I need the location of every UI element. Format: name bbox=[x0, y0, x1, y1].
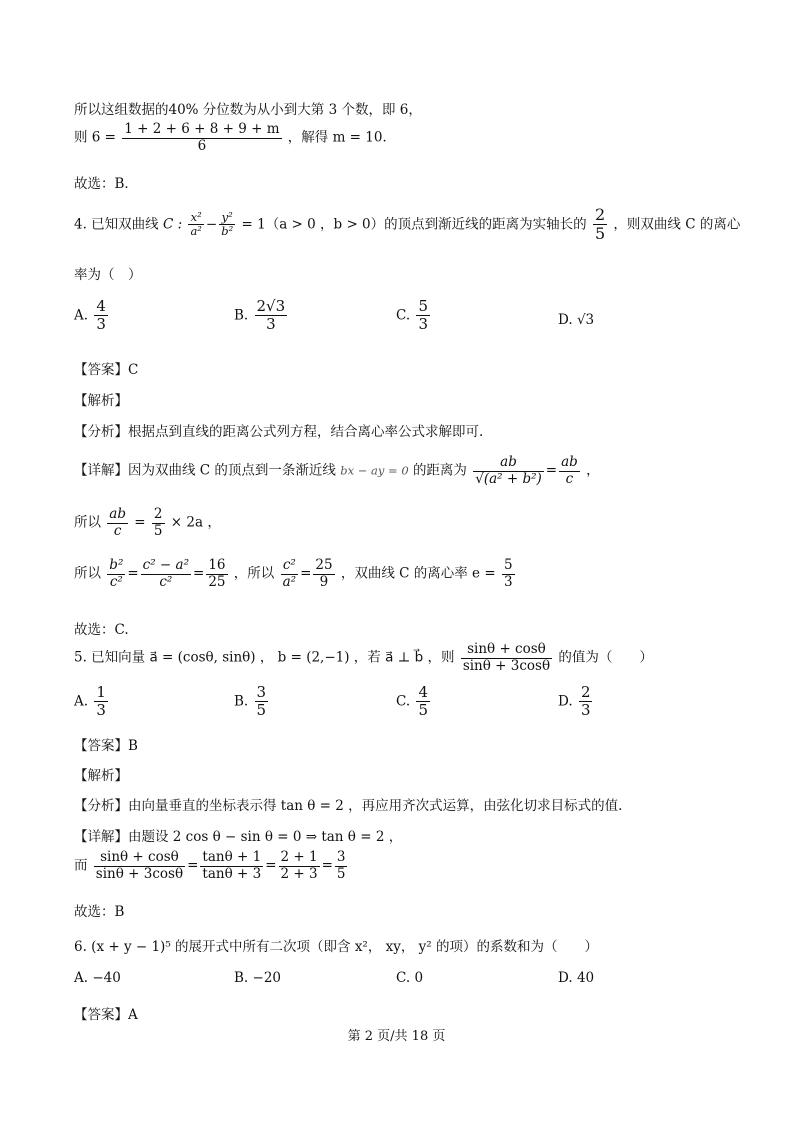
fraction-numerator: 16 bbox=[208, 557, 226, 573]
fraction-denominator: 5 bbox=[336, 865, 346, 882]
page-footer: 第 2 页/共 18 页 bbox=[347, 1029, 446, 1044]
fraction-denominator: c² bbox=[109, 573, 123, 590]
fraction-numerator: c² bbox=[281, 558, 298, 575]
option-fraction bbox=[579, 684, 593, 720]
option-label: B. bbox=[234, 307, 249, 324]
fraction-denominator: c² bbox=[159, 573, 173, 590]
detail-text: ， bbox=[586, 462, 600, 479]
option-b bbox=[234, 970, 281, 986]
option-label: C. bbox=[396, 970, 411, 986]
fraction bbox=[107, 558, 125, 590]
option-b bbox=[234, 298, 289, 334]
fraction-numerator: 2 bbox=[594, 205, 606, 224]
fraction-numerator: x² bbox=[188, 211, 203, 225]
text-line: 所以这组数据的40% 分位数为从小到大第 3 个数，即 6， bbox=[74, 102, 422, 118]
curve-name: C : bbox=[162, 216, 183, 233]
fraction-numerator: 2 + 1 bbox=[280, 849, 318, 865]
distance-fraction-simplified bbox=[559, 455, 580, 487]
option-a bbox=[74, 684, 110, 720]
choice-line: 故选：B bbox=[74, 904, 125, 920]
calc-line: 而 $\frac{\sin\theta + \cos\theta}{\sin\theta + 3\cos\theta}$ = $\frac{\tan\theta + 1}{\tan\theta + 3}$ = $\frac{2 + 1}{2 + 3}$ = $\frac{3}{5}$ bbox=[74, 849, 346, 882]
answer-label: 【答案】B bbox=[74, 738, 138, 754]
step-1 bbox=[74, 507, 221, 539]
detail-text: 【详解】因为双曲线 C 的顶点到一条渐近线 bbox=[74, 462, 336, 479]
answer-label: 【答案】C bbox=[74, 362, 139, 378]
option-a bbox=[74, 298, 110, 334]
detail-line: 【详解】因为双曲线 C 的顶点到一条渐近线 bx − ay = 0 的距离为 $\frac{ab}{\text{√(a² + b²)}}$ = $\frac{ab}{c}$ ， bbox=[74, 454, 600, 487]
analysis-heading: 【解析】 bbox=[74, 393, 128, 409]
fraction-denominator: 3 bbox=[418, 315, 428, 334]
fraction bbox=[152, 507, 165, 539]
fraction-denominator: 3 bbox=[580, 701, 591, 720]
option-label: B. bbox=[234, 693, 249, 710]
option-d bbox=[558, 312, 594, 328]
fraction-numerator: 1 bbox=[96, 683, 106, 701]
option-b bbox=[234, 684, 270, 720]
fraction-denominator: 2 + 3 bbox=[280, 865, 318, 882]
detail-text: 的距离为 bbox=[412, 462, 467, 479]
option-fraction bbox=[416, 684, 430, 720]
fraction-denominator: 3 bbox=[266, 315, 276, 334]
fraction-numerator: c² − a² bbox=[142, 557, 189, 573]
calc-text: 而 bbox=[74, 857, 88, 874]
vector-a: a⃗ = (cosθ, sinθ) ， bbox=[149, 649, 274, 666]
fraction-denominator: sinθ + 3cosθ bbox=[462, 657, 551, 674]
equation-line bbox=[74, 122, 396, 154]
option-fraction bbox=[94, 298, 108, 334]
fraction-numerator: 2√3 bbox=[256, 297, 286, 315]
fraction bbox=[107, 507, 128, 539]
option-label: A. bbox=[74, 307, 89, 324]
fraction-denominator: 6 bbox=[197, 137, 207, 154]
fraction-two-fifths bbox=[593, 206, 607, 244]
stem-text: 4. 已知双曲线 bbox=[74, 216, 159, 233]
fraction-numerator: 1 + 2 + 6 + 8 + 9 + m bbox=[124, 121, 280, 137]
distance-fraction bbox=[473, 455, 544, 487]
option-c bbox=[396, 684, 432, 720]
fraction-denominator: 25 bbox=[208, 573, 226, 590]
fraction-numerator: b² bbox=[109, 557, 124, 573]
option-c bbox=[396, 298, 432, 334]
option-fraction bbox=[255, 684, 269, 720]
fraction bbox=[281, 558, 298, 590]
fraction-numerator: 3 bbox=[336, 849, 346, 865]
asymptote-equation: bx − ay = 0 bbox=[340, 463, 409, 478]
option-fraction bbox=[255, 298, 288, 334]
fraction-denominator: c bbox=[565, 470, 574, 487]
answer-label: 【答案】A bbox=[74, 1007, 138, 1023]
fraction bbox=[313, 558, 334, 590]
fraction-numerator: 3 bbox=[256, 683, 267, 701]
question-4-stem: 4. 已知双曲线 C : $\frac{\text{x²}}{\text{a²}}$ − $\frac{\text{y²}}{\text{b²}}$ = 1（a > 0 ，b > 0）的顶点到渐近线的距离为实轴长的 $\frac{2}{5}$ ，则双曲线 C 的离心 bbox=[74, 205, 741, 244]
option-label: D. bbox=[558, 693, 573, 710]
fraction-denominator: a² bbox=[190, 224, 202, 239]
fraction-numerator: 5 bbox=[418, 297, 428, 315]
detail-text: 【详解】由题设 2 cos θ − sin θ = 0 ⇒ tan θ = 2 ， bbox=[74, 829, 403, 845]
option-a bbox=[74, 970, 121, 986]
fraction-numerator: 4 bbox=[96, 297, 106, 315]
option-value: 0 bbox=[414, 970, 424, 986]
fraction-denominator: 5 bbox=[153, 522, 163, 539]
vector-b: b = (2,−1) ，若 a⃗ ⊥ b⃗ ，则 bbox=[277, 649, 455, 666]
step-text: ，双曲线 C 的离心率 e = bbox=[340, 565, 496, 582]
choice-line: 故选：B． bbox=[74, 176, 138, 192]
step-2: 所以 $\frac{\text{b²}}{\text{c²}}$ = $\frac{\text{c² − a²}}{\text{c²}}$ = $\frac{16}{25}$ ，所以 $\frac{\text{c²}}{\text{a²}}$ = $\frac{25}{9}$ ，双曲线 C 的离心率 e = $\frac{5}{3}$ bbox=[74, 557, 513, 590]
fraction-denominator: 3 bbox=[96, 315, 106, 334]
option-label: A. bbox=[74, 970, 89, 986]
option-value: −40 bbox=[92, 970, 121, 986]
option-label: D. bbox=[558, 970, 573, 986]
option-label: A. bbox=[74, 693, 89, 710]
fraction bbox=[279, 850, 320, 882]
fraction-numerator: tanθ + 1 bbox=[202, 849, 262, 865]
fraction-y-over-b bbox=[219, 211, 235, 238]
fraction-denominator: 9 bbox=[319, 573, 329, 590]
option-value: 40 bbox=[576, 970, 595, 986]
fraction-numerator: ab bbox=[109, 506, 126, 522]
analysis-heading: 【解析】 bbox=[74, 768, 128, 784]
option-label: D. bbox=[558, 312, 573, 328]
fraction-numerator: sinθ + cosθ bbox=[94, 850, 185, 867]
option-label: C. bbox=[396, 307, 411, 324]
step-text: 所以 bbox=[74, 514, 101, 531]
equation-prefix: 则 6 = bbox=[74, 129, 116, 146]
option-value: −20 bbox=[252, 970, 282, 986]
fraction-numerator: 2 bbox=[580, 683, 591, 701]
choice-line: 故选：C. bbox=[74, 622, 129, 638]
stem-text: 的值为（ ） bbox=[558, 649, 653, 666]
fraction bbox=[200, 850, 263, 882]
question-5-stem bbox=[74, 642, 653, 674]
step-text: 所以 bbox=[74, 565, 101, 582]
fraction-numerator: ab bbox=[473, 455, 544, 472]
fraction-numerator: ab bbox=[561, 454, 578, 470]
option-d bbox=[558, 970, 594, 986]
fraction-numerator: y² bbox=[219, 211, 235, 225]
option-d bbox=[558, 684, 594, 720]
fraction-numerator: 5 bbox=[503, 557, 513, 573]
fraction bbox=[335, 850, 348, 882]
equation-suffix: ，解得 m = 10． bbox=[287, 129, 396, 146]
step-text: ，所以 bbox=[233, 565, 275, 582]
fraction bbox=[502, 558, 515, 590]
fraction bbox=[122, 122, 281, 154]
option-c bbox=[396, 970, 423, 986]
analysis-text: 【分析】由向量垂直的坐标表示得 tan θ = 2 ，再应用齐次式运算，由弦化切求目标式的值. bbox=[74, 798, 623, 814]
fraction-numerator: sinθ + cosθ bbox=[461, 642, 552, 659]
step-text: × 2a ， bbox=[170, 514, 221, 531]
option-fraction bbox=[416, 298, 430, 334]
fraction-denominator: tanθ + 3 bbox=[202, 865, 262, 882]
fraction-denominator: c bbox=[113, 522, 122, 539]
target-fraction bbox=[461, 642, 552, 674]
fraction-denominator: 3 bbox=[503, 573, 513, 590]
option-value: √3 bbox=[576, 312, 595, 328]
fraction bbox=[94, 850, 185, 882]
fraction-denominator: 5 bbox=[418, 701, 428, 720]
equals-sign: = bbox=[134, 514, 146, 531]
fraction-denominator: 3 bbox=[96, 701, 106, 720]
fraction-x-over-a bbox=[188, 211, 203, 238]
question-6-stem: 6. (x + y − 1)⁵ 的展开式中所有二次项（即含 x²， xy， y² 的项）的系数和为（ ） bbox=[74, 939, 598, 955]
fraction-denominator: 5 bbox=[256, 701, 267, 720]
option-label: C. bbox=[396, 693, 411, 710]
stem-text: 5. 已知向量 bbox=[74, 649, 146, 666]
option-fraction bbox=[94, 684, 108, 720]
analysis-text: 【分析】根据点到直线的距离公式列方程，结合离心率公式求解即可. bbox=[74, 424, 484, 440]
question-4-stem-cont: 率为（ ） bbox=[74, 267, 142, 283]
fraction-numerator: 25 bbox=[315, 557, 333, 573]
stem-text: = 1（a > 0 ，b > 0）的顶点到渐近线的距离为实轴长的 bbox=[241, 216, 587, 233]
fraction-denominator: sinθ + 3cosθ bbox=[95, 865, 184, 882]
fraction bbox=[141, 558, 191, 590]
fraction-denominator: √(a² + b²) bbox=[475, 470, 542, 487]
fraction-denominator: 5 bbox=[594, 224, 606, 244]
fraction-denominator: b² bbox=[221, 224, 234, 239]
stem-text: ，则双曲线 C 的离心 bbox=[613, 216, 741, 233]
fraction-numerator: 4 bbox=[418, 683, 428, 701]
fraction bbox=[206, 558, 227, 590]
option-label: B. bbox=[234, 970, 249, 986]
fraction-numerator: 2 bbox=[153, 506, 163, 522]
fraction-denominator: a² bbox=[282, 573, 297, 590]
